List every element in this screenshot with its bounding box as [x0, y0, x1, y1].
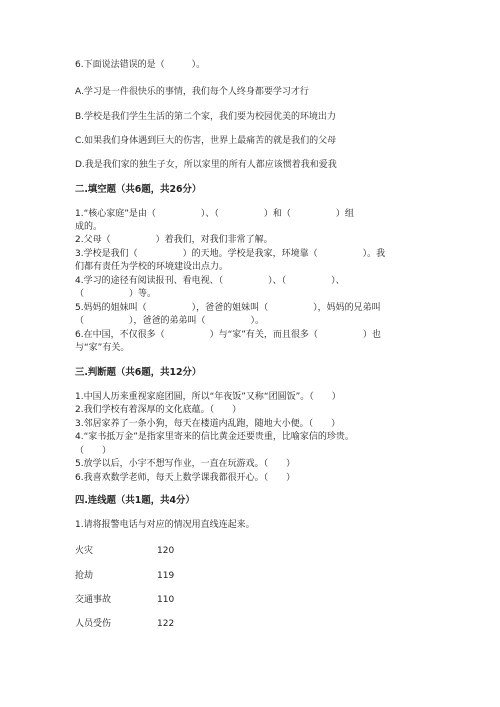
question-6-option-d: D.我是我们家的独生子女，所以家里的所有人都应该惯着我和爱我 — [75, 160, 337, 170]
match-left-item: 抢劫 — [75, 571, 94, 581]
fill-line: （ ），爸爸的弟弟叫（ ）。 — [75, 316, 265, 326]
match-left-item: 交通事故 — [75, 595, 112, 605]
question-6-stem: 6.下面说法错误的是（ ）。 — [75, 60, 206, 70]
judge-line: 4.“家书抵万金”是指家里寄来的信比黄金还要贵重，比喻家信的珍贵。 — [75, 432, 354, 442]
fill-line: 3.学校是我们（ ）的天地。学校是我家，环境靠（ ）。我 — [75, 249, 386, 259]
section-4-heading: 四.连线题（共1题，共4分） — [75, 495, 195, 506]
fill-line: 们都有责任为学校的环境建设出点力。 — [75, 262, 229, 272]
fill-line: （ ）等。 — [75, 289, 157, 299]
match-right-item: 110 — [157, 595, 175, 605]
question-6-option-a: A.学习是一件很快乐的事情，我们每个人终身都要学习才行 — [75, 87, 309, 97]
question-6-option-b: B.学校是我们学生生活的第二个家，我们要为校园优美的环境出力 — [75, 112, 337, 122]
fill-line: 6.在中国，不仅很多（ ）与“家”有关，而且很多（ ）也 — [75, 330, 381, 340]
judge-line: 5.放学以后，小宇不想写作业，一直在玩游戏。（ ） — [75, 459, 296, 469]
matching-prompt: 1.请将报警电话与对应的情况用直线连起来。 — [75, 520, 255, 530]
fill-line: 4.学习的途径有阅读报刊、看电视、（ ）、（ ）、 — [75, 276, 345, 286]
match-right-item: 122 — [157, 619, 175, 629]
fill-line: 2.父母（ ）着我们，对我们非常了解。 — [75, 235, 273, 245]
judge-line: 1.中国人历来重视家庭团圆，所以“年夜饭”又称“团圆饭”。（ ） — [75, 392, 341, 402]
judge-line: 2.我们学校有着深厚的文化底蕴。（ ） — [75, 405, 242, 415]
judge-line: 3.邻居家养了一条小狗，每天在楼道内乱跑，随地大小便。（ ） — [75, 419, 341, 429]
section-2-heading: 二.填空题（共6题，共26分） — [75, 184, 202, 195]
fill-line: 与“家”有关。 — [75, 343, 130, 353]
section-3-heading: 三.判断题（共6题，共12分） — [75, 367, 202, 378]
match-right-item: 120 — [157, 546, 175, 556]
fill-line: 成的。 — [75, 222, 103, 232]
question-6-option-c: C.如果我们身体遇到巨大的伤害，世界上最痛苦的就是我们的父母 — [75, 136, 337, 146]
match-left-item: 火灾 — [75, 546, 94, 556]
fill-line: 1.“核心家庭”是由（ ）、（ ）和（ ）组 — [75, 209, 354, 219]
match-right-item: 119 — [157, 571, 175, 581]
match-left-item: 人员受伤 — [75, 619, 112, 629]
fill-line: 5.妈妈的姐妹叫（ ），爸爸的姐妹叫（ ），妈妈的兄弟叫 — [75, 303, 381, 313]
judge-line: （ ） — [75, 446, 112, 456]
judge-line: 6.我喜欢数学老师，每天上数学课我都很开心。（ ） — [75, 473, 296, 483]
